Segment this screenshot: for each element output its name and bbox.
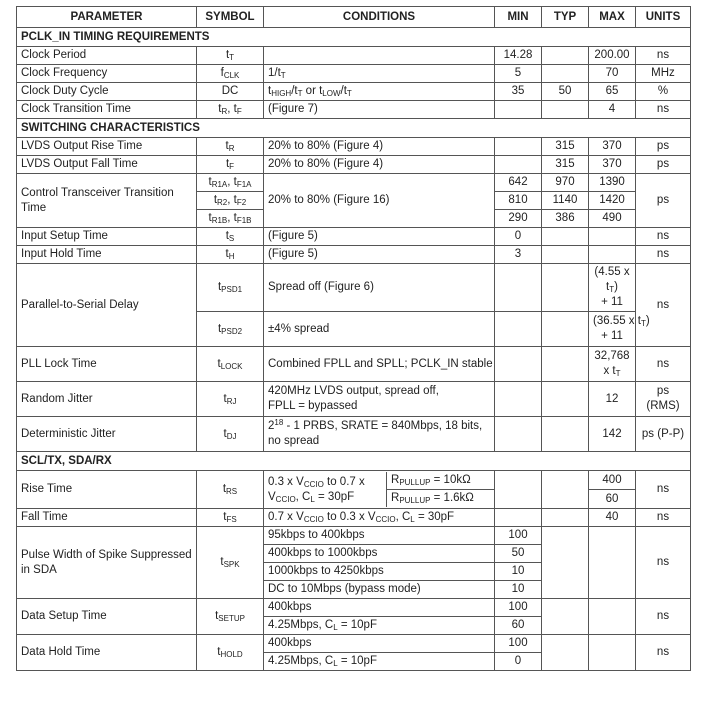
min-cell: 10: [495, 563, 542, 581]
symbol-cell: $t_H$: [197, 246, 264, 264]
typ-cell: [542, 635, 589, 671]
table-row: [17, 101, 691, 119]
param-cell: Control Transceiver Transition Time: [17, 174, 197, 228]
col-units: UNITS: [636, 7, 691, 28]
table-row: [17, 527, 691, 545]
typ-cell: [542, 47, 589, 65]
cond-cell: $2^{18} - 1$ PRBS, SRATE = 840Mbps, 18 bits, no spread: [264, 417, 495, 452]
typ-cell: [542, 264, 589, 312]
col-symbol: SYMBOL: [197, 7, 264, 28]
table-row: [17, 174, 691, 192]
units-cell: MHz: [636, 65, 691, 83]
min-cell: [495, 417, 542, 452]
typ-cell: [542, 509, 589, 527]
typ-cell: [542, 65, 589, 83]
symbol-cell: $t_{RS}$: [197, 471, 264, 509]
max-cell: 40: [589, 509, 636, 527]
units-cell: ns: [636, 527, 691, 599]
symbol-cell: $t_S$: [197, 228, 264, 246]
min-cell: [495, 382, 542, 417]
min-cell: 35: [495, 83, 542, 101]
max-cell: 70: [589, 65, 636, 83]
max-cell: 370: [589, 156, 636, 174]
section-title: SWITCHING CHARACTERISTICS: [17, 119, 691, 138]
typ-cell: [542, 527, 589, 599]
typ-cell: [542, 312, 589, 347]
max-cell: 1420: [589, 192, 636, 210]
param-cell: PLL Lock Time: [17, 347, 197, 382]
table-row: [17, 264, 691, 312]
min-cell: 290: [495, 210, 542, 228]
units-cell: ps (RMS): [636, 382, 691, 417]
min-cell: 100: [495, 527, 542, 545]
table-row: [17, 382, 691, 417]
param-cell: Pulse Width of Spike Suppressed in SDA: [17, 527, 197, 599]
param-cell: Clock Duty Cycle: [17, 83, 197, 101]
param-cell: Rise Time: [17, 471, 197, 509]
col-typ: TYP: [542, 7, 589, 28]
typ-cell: 315: [542, 138, 589, 156]
max-cell: [589, 246, 636, 264]
min-cell: 14.28: [495, 47, 542, 65]
param-cell: Input Setup Time: [17, 228, 197, 246]
typ-cell: 970: [542, 174, 589, 192]
section-title: SCL/TX, SDA/RX: [17, 452, 691, 471]
param-cell: Data Setup Time: [17, 599, 197, 635]
section-row: [17, 452, 691, 471]
cond-cell: 4.25Mbps, $C_L = 10pF$: [264, 653, 495, 671]
max-cell: [589, 635, 636, 671]
cond-cell: Spread off (Figure 6): [264, 264, 495, 312]
typ-cell: 50: [542, 83, 589, 101]
max-cell: 200.00: [589, 47, 636, 65]
units-cell: ns: [636, 264, 691, 347]
cond-cell: 400kbps to 1000kbps: [264, 545, 495, 563]
symbol-cell: DC: [197, 83, 264, 101]
min-cell: 60: [495, 617, 542, 635]
param-cell: LVDS Output Fall Time: [17, 156, 197, 174]
units-cell: ns: [636, 635, 691, 671]
max-cell: 65: [589, 83, 636, 101]
rise-cond-subtable: 0.3 x $V_{CCIO}$ to 0.7 x $V_{CCIO}$, $C_L = 30pF$ $R_{PULLUP} = 10k\Omega$ $R_{PULLUP} = 1.6k\Omega$: [264, 472, 494, 507]
max-value: 400: [589, 471, 635, 490]
max-cell: 32,768 x $t_T$: [589, 347, 636, 382]
col-min: MIN: [495, 7, 542, 28]
min-cell: 5: [495, 65, 542, 83]
param-cell: Data Hold Time: [17, 635, 197, 671]
min-cell: 0: [495, 228, 542, 246]
max-value: 60: [605, 493, 619, 505]
param-cell: Clock Frequency: [17, 65, 197, 83]
max-cell: [589, 599, 636, 635]
cond-cell: 20% to 80% (Figure 16): [264, 174, 495, 228]
param-cell: Parallel-to-Serial Delay: [17, 264, 197, 347]
units-cell: ns: [636, 246, 691, 264]
col-max: MAX: [589, 7, 636, 28]
table-row: [17, 417, 691, 452]
table-row: [17, 83, 691, 101]
cond-cell: 420MHz LVDS output, spread off, FPLL = bypassed: [264, 382, 495, 417]
min-cell: 3: [495, 246, 542, 264]
symbol-cell: $t_{FS}$: [197, 509, 264, 527]
symbol-cell: $t_{PSD2}$: [197, 312, 264, 347]
cond-cell: (Figure 5): [264, 246, 495, 264]
units-cell: ps: [636, 156, 691, 174]
typ-cell: [542, 347, 589, 382]
units-cell: ps: [636, 138, 691, 156]
symbol-cell: $t_{SETUP}$: [197, 599, 264, 635]
symbol-cell: $t_{SPK}$: [197, 527, 264, 599]
cond-cell: 4.25Mbps, $C_L = 10pF$: [264, 617, 495, 635]
min-cell: [495, 471, 542, 509]
typ-cell: [542, 471, 589, 509]
cond-cell: Combined FPLL and SPLL; PCLK_IN stable: [264, 347, 495, 382]
max-cell: (36.55 x $t_T$) + 11: [589, 312, 636, 347]
cond-cell: (Figure 5): [264, 228, 495, 246]
units-cell: ps (P-P): [636, 417, 691, 452]
min-cell: 100: [495, 635, 542, 653]
cond-cell: 20% to 80% (Figure 4): [264, 156, 495, 174]
col-parameter: PARAMETER: [17, 7, 197, 28]
typ-cell: 1140: [542, 192, 589, 210]
table-row: [17, 635, 691, 653]
cond-cell: $t_{HIGH}/t_T$ or $t_{LOW}/t_T$: [264, 83, 495, 101]
symbol-cell: $t_{R1B}$, $t_{F1B}$: [197, 210, 264, 228]
min-cell: 642: [495, 174, 542, 192]
typ-cell: [542, 101, 589, 119]
table-row: [17, 65, 691, 83]
symbol-cell: $t_{DJ}$: [197, 417, 264, 452]
table-row: [17, 347, 691, 382]
units-cell: ns: [636, 599, 691, 635]
header-row: [17, 7, 691, 28]
cond-cell: $1/t_T$: [264, 65, 495, 83]
typ-cell: [542, 246, 589, 264]
table-row: [17, 156, 691, 174]
table-row: [17, 471, 691, 509]
typ-cell: [542, 599, 589, 635]
units-cell: ns: [636, 509, 691, 527]
min-cell: 100: [495, 599, 542, 617]
symbol-cell: $t_{R1A}$, $t_{F1A}$: [197, 174, 264, 192]
table-row: [17, 509, 691, 527]
symbol-cell: $t_R$, $t_F$: [197, 101, 264, 119]
section-row: [17, 119, 691, 138]
table-row: [17, 228, 691, 246]
min-cell: 0: [495, 653, 542, 671]
max-cell: [589, 527, 636, 599]
param-cell: Random Jitter: [17, 382, 197, 417]
table-row: [17, 47, 691, 65]
symbol-cell: $t_{HOLD}$: [197, 635, 264, 671]
cond-cell: DC to 10Mbps (bypass mode): [264, 581, 495, 599]
min-cell: [495, 101, 542, 119]
symbol-cell: $f_{CLK}$: [197, 65, 264, 83]
symbol-cell: $t_{PSD1}$: [197, 264, 264, 312]
min-cell: 810: [495, 192, 542, 210]
units-cell: ns: [636, 347, 691, 382]
cond-cell: 1000kbps to 4250kbps: [264, 563, 495, 581]
max-cell: 1390: [589, 174, 636, 192]
symbol-cell: $t_R$: [197, 138, 264, 156]
table-row: [17, 246, 691, 264]
min-cell: 10: [495, 581, 542, 599]
param-cell: Fall Time: [17, 509, 197, 527]
symbol-cell: $t_{R2}$, $t_{F2}$: [197, 192, 264, 210]
spec-table: [16, 6, 691, 671]
cond-cell: 400kbps: [264, 635, 495, 653]
max-cell: [589, 471, 636, 509]
units-cell: ps: [636, 174, 691, 228]
section-title: PCLK_IN TIMING REQUIREMENTS: [17, 28, 691, 47]
min-cell: [495, 264, 542, 312]
table-row: [17, 599, 691, 617]
typ-cell: [542, 228, 589, 246]
symbol-cell: $t_{LOCK}$: [197, 347, 264, 382]
symbol-cell: $t_{RJ}$: [197, 382, 264, 417]
min-cell: [495, 509, 542, 527]
max-cell: 490: [589, 210, 636, 228]
cond-cell: (Figure 7): [264, 101, 495, 119]
cond-cell: ±4% spread: [264, 312, 495, 347]
section-row: [17, 28, 691, 47]
param-cell: Clock Period: [17, 47, 197, 65]
units-cell: ns: [636, 471, 691, 509]
max-cell: [589, 228, 636, 246]
max-cell: 370: [589, 138, 636, 156]
param-cell: LVDS Output Rise Time: [17, 138, 197, 156]
col-conditions: CONDITIONS: [264, 7, 495, 28]
max-cell: (4.55 x $t_T$) + 11: [589, 264, 636, 312]
units-cell: ns: [636, 228, 691, 246]
symbol-cell: $t_F$: [197, 156, 264, 174]
min-cell: [495, 312, 542, 347]
min-cell: [495, 138, 542, 156]
min-cell: [495, 156, 542, 174]
min-cell: 50: [495, 545, 542, 563]
param-cell: Clock Transition Time: [17, 101, 197, 119]
cond-cell: 95kbps to 400kbps: [264, 527, 495, 545]
symbol-cell: $t_T$: [197, 47, 264, 65]
min-cell: [495, 347, 542, 382]
max-cell: 142: [589, 417, 636, 452]
cond-cell: [264, 471, 495, 509]
cond-cell: 20% to 80% (Figure 4): [264, 138, 495, 156]
units-cell: ns: [636, 101, 691, 119]
param-cell: Input Hold Time: [17, 246, 197, 264]
units-cell: ns: [636, 47, 691, 65]
param-cell: Deterministic Jitter: [17, 417, 197, 452]
table-row: [17, 138, 691, 156]
typ-cell: [542, 382, 589, 417]
cond-cell: [264, 47, 495, 65]
typ-cell: [542, 417, 589, 452]
max-cell: 4: [589, 101, 636, 119]
typ-cell: 315: [542, 156, 589, 174]
cond-cell: 0.7 x $V_{CCIO}$ to 0.3 x $V_{CCIO}$, $C_L = 30pF$: [264, 509, 495, 527]
max-cell: 12: [589, 382, 636, 417]
typ-cell: 386: [542, 210, 589, 228]
units-cell: %: [636, 83, 691, 101]
cond-cell: 400kbps: [264, 599, 495, 617]
